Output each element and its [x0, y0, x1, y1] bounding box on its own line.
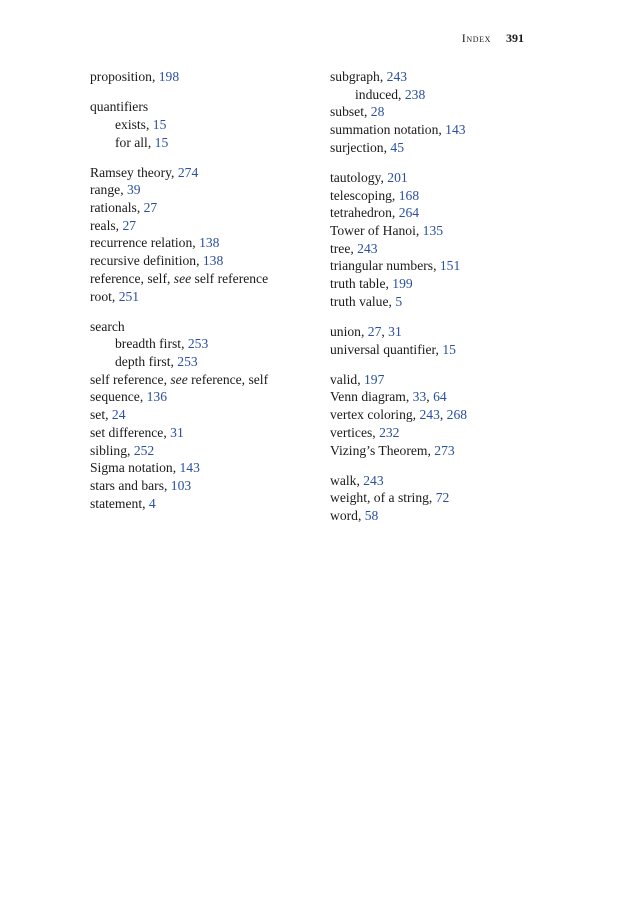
index-entry: vertex coloring, 243, 268 — [330, 407, 468, 423]
see-reference-target: reference, self — [191, 371, 269, 387]
see-reference-target: self reference — [194, 270, 269, 286]
index-term: set — [90, 407, 106, 423]
page-link[interactable]: 15 — [152, 116, 167, 132]
see-reference-label: see — [173, 270, 192, 286]
page-link[interactable]: 31 — [170, 424, 184, 440]
page-link[interactable]: 28 — [370, 104, 385, 120]
index-entry: walk, 243 — [330, 472, 384, 488]
index-term: rationals — [90, 200, 137, 215]
index-entry: truth table, 199 — [330, 276, 413, 292]
page-link[interactable]: 274 — [177, 164, 199, 180]
index-entry: tautology, 201 — [330, 169, 408, 185]
index-entry: surjection, 45 — [330, 139, 404, 155]
index-term: search — [90, 318, 125, 334]
page-link[interactable]: 243 — [419, 407, 440, 423]
index-term: truth value — [330, 293, 389, 309]
page-link[interactable]: 143 — [179, 460, 200, 476]
index-term: exists — [115, 116, 146, 132]
index-column-left — [90, 68, 320, 525]
index-term: set difference — [90, 424, 164, 440]
page-link[interactable]: 198 — [158, 69, 180, 84]
index-column-right — [330, 68, 560, 537]
page-link[interactable]: 253 — [187, 336, 209, 352]
index-term: vertex coloring — [330, 407, 413, 423]
index-entry: proposition, 198 — [90, 69, 180, 84]
index-entry: weight, of a string, 72 — [330, 490, 450, 506]
index-entry: sequence, 136 — [90, 389, 168, 405]
index-entry: range, 39 — [90, 182, 141, 198]
index-term: breadth first — [115, 336, 182, 352]
index-entry: sibling, 252 — [90, 442, 155, 458]
index-entry: recursive definition, 138 — [90, 253, 224, 269]
index-term: Ramsey theory — [90, 164, 172, 180]
index-term: recurrence relation — [90, 235, 193, 251]
page-link[interactable]: 27 — [143, 200, 158, 215]
index-term: universal quantifier — [330, 341, 436, 357]
page-link[interactable]: 15 — [154, 134, 169, 150]
index-entry: Vizing’s Theorem, 273 — [330, 442, 455, 458]
page-link[interactable]: 27 — [122, 217, 137, 233]
index-term: tree — [330, 240, 351, 256]
index-term: reals — [90, 217, 116, 233]
index-entry: triangular numbers, 151 — [330, 258, 461, 274]
index-group — [90, 98, 320, 151]
page-link[interactable]: 27 — [367, 323, 382, 339]
index-group — [330, 472, 560, 525]
index-term: range — [90, 182, 121, 198]
index-term: subset — [330, 104, 364, 120]
page-link[interactable]: 197 — [363, 371, 385, 387]
index-term: tautology — [330, 169, 381, 185]
index-entry: reals, 27 — [90, 217, 137, 233]
index-entry: statement, 4 — [90, 495, 156, 511]
index-entry: set, 24 — [90, 407, 126, 423]
running-head — [462, 31, 524, 46]
index-entry: stars and bars, 103 — [90, 477, 192, 493]
page-link[interactable]: 268 — [446, 407, 468, 423]
page-link[interactable]: 243 — [357, 240, 378, 256]
page-link[interactable]: 138 — [202, 253, 224, 269]
page-link[interactable]: 251 — [118, 288, 140, 304]
index-group — [330, 371, 560, 460]
index-entry: root, 251 — [90, 288, 140, 304]
index-entry — [90, 98, 320, 116]
page-link[interactable]: 45 — [390, 139, 404, 155]
index-entry: telescoping, 168 — [330, 187, 420, 203]
index-term: sibling — [90, 442, 128, 458]
page-link[interactable]: 243 — [363, 472, 384, 488]
index-term: surjection — [330, 139, 384, 155]
index-term: stars and bars — [90, 477, 164, 493]
index-entry: valid, 197 — [330, 371, 385, 387]
page-link[interactable]: 24 — [111, 407, 126, 423]
index-entry: Ramsey theory, 274 — [90, 164, 199, 180]
index-entry: self reference, see reference, self — [90, 371, 269, 387]
index-entry: tree, 243 — [330, 240, 378, 256]
page-link[interactable]: 253 — [177, 354, 198, 370]
index-term: vertices — [330, 424, 373, 440]
page-link[interactable]: 4 — [148, 495, 156, 511]
index-entry: subgraph, 243 — [330, 69, 408, 84]
index-group — [90, 68, 320, 86]
page-link[interactable]: 143 — [445, 122, 466, 138]
index-term: triangular numbers — [330, 258, 434, 274]
index-term: Vizing’s Theorem — [330, 442, 428, 458]
index-entry: union, 27, 31 — [330, 323, 402, 339]
index-entry — [90, 318, 320, 336]
page-link[interactable]: 138 — [199, 235, 220, 251]
index-entry: reference, self, see self reference — [90, 270, 269, 286]
page-link[interactable]: 168 — [398, 187, 420, 203]
index-subentry: breadth first, 253 — [115, 336, 209, 352]
index-subentry: exists, 15 — [115, 116, 167, 132]
index-term: summation notation — [330, 122, 439, 138]
page-link[interactable]: 33 — [412, 389, 427, 405]
index-entry: Tower of Hanoi, 135 — [330, 223, 444, 239]
page-link[interactable]: 264 — [398, 205, 420, 221]
index-term: proposition — [90, 69, 152, 84]
page-link[interactable]: 31 — [388, 323, 402, 339]
index-term: telescoping — [330, 187, 392, 203]
page-link[interactable]: 252 — [133, 442, 155, 458]
page-link[interactable]: 103 — [170, 477, 192, 493]
page-link[interactable]: 39 — [127, 182, 141, 198]
index-group — [90, 164, 320, 306]
index-entry: tetrahedron, 264 — [330, 205, 420, 221]
index-term: weight, of a string — [330, 490, 429, 506]
index-group — [330, 169, 560, 311]
page-link[interactable]: 232 — [379, 424, 400, 440]
index-entry: subset, 28 — [330, 104, 385, 120]
page-link[interactable]: 72 — [435, 490, 450, 506]
page-link[interactable]: 151 — [439, 258, 461, 274]
index-term: statement — [90, 495, 143, 511]
page-link[interactable]: 199 — [392, 276, 413, 292]
index-term: subgraph — [330, 69, 380, 84]
page-link[interactable]: 136 — [146, 389, 168, 405]
see-reference-label: see — [170, 371, 188, 387]
index-entry: vertices, 232 — [330, 424, 400, 440]
index-entry: recurrence relation, 138 — [90, 235, 220, 251]
page-link[interactable]: 273 — [434, 442, 455, 458]
index-group — [90, 318, 320, 513]
index-term: root — [90, 288, 112, 304]
page-number: 391 — [506, 31, 524, 45]
index-entry: rationals, 27 — [90, 200, 158, 215]
index-entry: truth value, 5 — [330, 293, 403, 309]
index-entry: word, 58 — [330, 508, 379, 524]
index-term: Venn diagram — [330, 389, 406, 405]
index-subentry: for all, 15 — [115, 134, 169, 150]
index-term: quantifiers — [90, 99, 149, 115]
index-entry: set difference, 31 — [90, 424, 184, 440]
index-subentry: induced, 238 — [355, 86, 426, 102]
index-term: union — [330, 323, 361, 339]
page-link[interactable]: 15 — [442, 341, 456, 357]
index-term: reference, self — [90, 270, 167, 286]
index-term: recursive definition — [90, 253, 197, 269]
index-term: sequence — [90, 389, 140, 405]
page-link[interactable]: 243 — [386, 69, 408, 84]
page-link[interactable]: 5 — [395, 293, 403, 309]
page-link[interactable]: 201 — [387, 169, 408, 185]
page-link[interactable]: 135 — [422, 223, 444, 239]
page-link[interactable]: 58 — [364, 508, 379, 524]
running-head-title: Index — [461, 31, 491, 45]
index-term: walk — [330, 472, 357, 488]
index-entry: summation notation, 143 — [330, 122, 466, 138]
index-term: word — [330, 508, 358, 524]
index-term: Tower of Hanoi — [330, 223, 416, 239]
index-subentry: depth first, 253 — [115, 354, 198, 370]
index-term: depth first — [115, 354, 171, 370]
index-term: for all — [115, 134, 148, 150]
index-group — [330, 323, 560, 358]
index-term: tetrahedron — [330, 205, 392, 221]
index-term: truth table — [330, 276, 386, 292]
index-term: induced — [355, 86, 399, 102]
index-group — [330, 68, 560, 157]
index-term: valid — [330, 371, 358, 387]
index-term: Sigma notation — [90, 460, 173, 476]
index-entry: Venn diagram, 33, 64 — [330, 389, 447, 405]
index-entry: universal quantifier, 15 — [330, 341, 456, 357]
page-link[interactable]: 64 — [433, 389, 447, 405]
index-entry: Sigma notation, 143 — [90, 460, 200, 476]
index-term: self reference — [90, 371, 164, 387]
page-link[interactable]: 238 — [404, 86, 426, 102]
